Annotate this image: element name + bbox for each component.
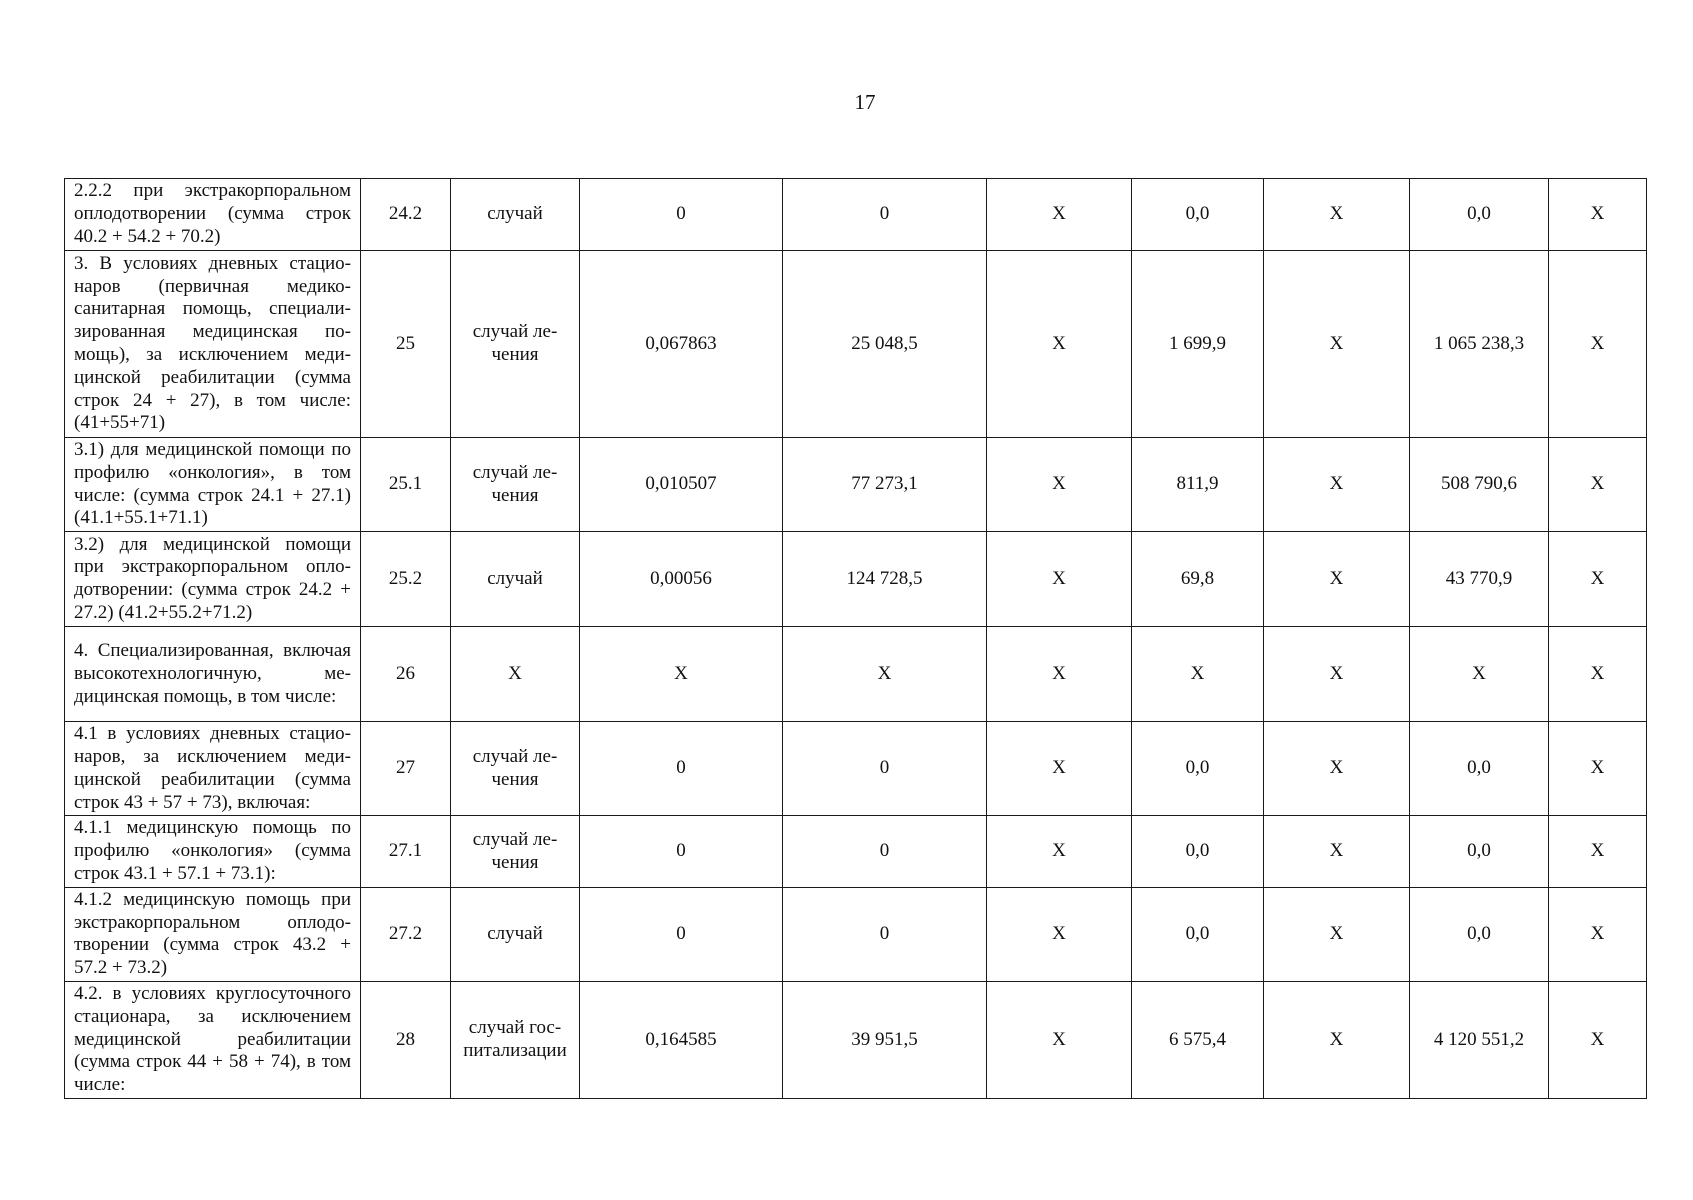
- row-name: 4.1 в условиях дневных стационаров, за исключением медицинской реабилитации (сумма строк 43 + 57 + 73), включая:: [65, 722, 361, 816]
- row-cell-6: X: [987, 722, 1132, 816]
- row-unit: случай лечения: [451, 816, 580, 887]
- row-cell-6: X: [987, 887, 1132, 981]
- row-cell-4: 0,067863: [580, 251, 783, 438]
- row-cell-6: X: [987, 438, 1132, 532]
- row-cell-7: 6 575,4: [1132, 981, 1264, 1098]
- row-cell-5: 0: [783, 722, 987, 816]
- page-number: 17: [854, 90, 876, 114]
- row-cell-7: 811,9: [1132, 438, 1264, 532]
- row-cell-5: X: [783, 627, 987, 722]
- row-cell-9: 1 065 238,3: [1410, 251, 1549, 438]
- row-cell-8: X: [1264, 722, 1410, 816]
- row-cell-5: 0: [783, 887, 987, 981]
- table-row: [65, 887, 1647, 981]
- row-cell-10: X: [1549, 816, 1647, 887]
- row-cell-8: X: [1264, 179, 1410, 251]
- row-unit: случай лечения: [451, 251, 580, 438]
- row-cell-4: 0: [580, 179, 783, 251]
- table-row: [65, 981, 1647, 1098]
- medical-care-volume-table: [64, 178, 1647, 1099]
- row-cell-7: 0,0: [1132, 816, 1264, 887]
- row-cell-10: X: [1549, 438, 1647, 532]
- row-name: 3. В условиях дневных стационаров (первичная медико-санитарная помощь, специализированная медицинская помощь), за исключением медицинской реабилитации (сумма строк 24 + 27), в том числе: (41+55+71): [65, 251, 361, 438]
- row-cell-4: 0: [580, 887, 783, 981]
- row-name: 4.1.2 медицинскую помощь при экстракорпоральном оплодотворении (сумма строк 43.2 + 57.2 + 73.2): [65, 887, 361, 981]
- table-row: [65, 438, 1647, 532]
- table-row: [65, 532, 1647, 627]
- row-cell-4: 0,00056: [580, 532, 783, 627]
- row-cell-5: 25 048,5: [783, 251, 987, 438]
- row-line-number: 25.1: [361, 438, 451, 532]
- row-cell-9: X: [1410, 627, 1549, 722]
- row-cell-6: X: [987, 816, 1132, 887]
- row-cell-10: X: [1549, 179, 1647, 251]
- row-cell-10: X: [1549, 532, 1647, 627]
- row-cell-4: 0: [580, 722, 783, 816]
- row-cell-4: X: [580, 627, 783, 722]
- row-unit: случай госпитализации: [451, 981, 580, 1098]
- table-row: [65, 722, 1647, 816]
- row-cell-8: X: [1264, 627, 1410, 722]
- row-name: 4. Специализированная, включая высокотехнологичную, медицинская помощь, в том числе:: [65, 627, 361, 722]
- table-row: [65, 816, 1647, 887]
- row-cell-6: X: [987, 627, 1132, 722]
- row-cell-7: X: [1132, 627, 1264, 722]
- row-unit: X: [451, 627, 580, 722]
- table-row: [65, 251, 1647, 438]
- row-cell-8: X: [1264, 981, 1410, 1098]
- row-cell-8: X: [1264, 816, 1410, 887]
- row-cell-10: X: [1549, 981, 1647, 1098]
- row-cell-9: 0,0: [1410, 816, 1549, 887]
- row-line-number: 25.2: [361, 532, 451, 627]
- row-cell-6: X: [987, 532, 1132, 627]
- row-cell-8: X: [1264, 251, 1410, 438]
- table-row: [65, 627, 1647, 722]
- row-cell-9: 0,0: [1410, 179, 1549, 251]
- row-cell-5: 124 728,5: [783, 532, 987, 627]
- row-cell-9: 508 790,6: [1410, 438, 1549, 532]
- row-line-number: 25: [361, 251, 451, 438]
- row-cell-10: X: [1549, 251, 1647, 438]
- row-cell-4: 0,164585: [580, 981, 783, 1098]
- row-cell-6: X: [987, 179, 1132, 251]
- row-unit: случай: [451, 532, 580, 627]
- row-cell-7: 0,0: [1132, 179, 1264, 251]
- row-line-number: 28: [361, 981, 451, 1098]
- row-cell-10: X: [1549, 627, 1647, 722]
- row-cell-7: 69,8: [1132, 532, 1264, 627]
- row-cell-5: 0: [783, 179, 987, 251]
- table-row: [65, 179, 1647, 251]
- row-cell-5: 0: [783, 816, 987, 887]
- row-cell-6: X: [987, 981, 1132, 1098]
- row-line-number: 27: [361, 722, 451, 816]
- row-cell-9: 0,0: [1410, 722, 1549, 816]
- row-cell-10: X: [1549, 887, 1647, 981]
- row-cell-4: 0: [580, 816, 783, 887]
- row-name: 3.2) для медицинской помощи при экстракорпоральном оплодотворении: (сумма строк 24.2 + 27.2) (41.2+55.2+71.2): [65, 532, 361, 627]
- row-cell-9: 0,0: [1410, 887, 1549, 981]
- row-cell-10: X: [1549, 722, 1647, 816]
- row-name: 2.2.2 при экстракорпоральном оплодотворении (сумма строк 40.2 + 54.2 + 70.2): [65, 179, 361, 251]
- row-name: 3.1) для медицинской помощи по профилю «онкология», в том числе: (сумма строк 24.1 + 27.1) (41.1+55.1+71.1): [65, 438, 361, 532]
- row-unit: случай: [451, 179, 580, 251]
- row-line-number: 26: [361, 627, 451, 722]
- row-unit: случай: [451, 887, 580, 981]
- row-cell-7: 0,0: [1132, 887, 1264, 981]
- row-cell-6: X: [987, 251, 1132, 438]
- row-cell-9: 43 770,9: [1410, 532, 1549, 627]
- row-cell-9: 4 120 551,2: [1410, 981, 1549, 1098]
- row-line-number: 24.2: [361, 179, 451, 251]
- row-cell-7: 0,0: [1132, 722, 1264, 816]
- row-name: 4.1.1 медицинскую помощь по профилю «онкология» (сумма строк 43.1 + 57.1 + 73.1):: [65, 816, 361, 887]
- row-line-number: 27.1: [361, 816, 451, 887]
- row-cell-5: 77 273,1: [783, 438, 987, 532]
- row-name: 4.2. в условиях круглосуточного стационара, за исключением медицинской реабилитации (сумма строк 44 + 58 + 74), в том числе:: [65, 981, 361, 1098]
- row-cell-7: 1 699,9: [1132, 251, 1264, 438]
- row-cell-8: X: [1264, 532, 1410, 627]
- row-unit: случай лечения: [451, 722, 580, 816]
- row-cell-8: X: [1264, 438, 1410, 532]
- row-cell-5: 39 951,5: [783, 981, 987, 1098]
- row-cell-8: X: [1264, 887, 1410, 981]
- row-unit: случай лечения: [451, 438, 580, 532]
- row-line-number: 27.2: [361, 887, 451, 981]
- row-cell-4: 0,010507: [580, 438, 783, 532]
